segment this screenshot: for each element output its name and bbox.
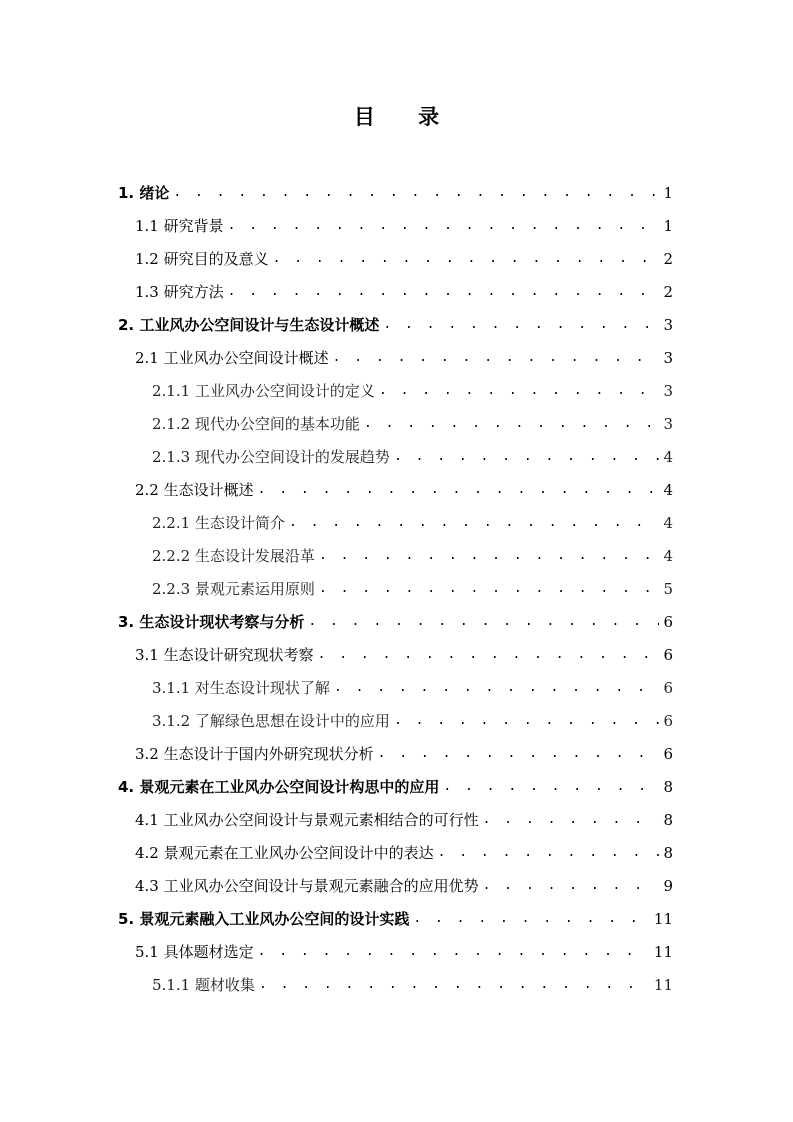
toc-entry[interactable] [152,374,673,407]
dot-leader [394,449,659,464]
toc-entry-label: 2.2.3 景观元素运用原则 [152,580,315,598]
toc-entry[interactable] [135,869,673,902]
toc-entry-label: 2.1.3 现代办公空间设计的发展趋势 [152,448,390,466]
toc-entry[interactable] [135,836,673,869]
toc-entry-label: 3.1.1 对生态设计现状了解 [152,679,330,697]
toc-entry[interactable] [118,902,673,935]
dot-leader [378,746,659,761]
dot-leader [383,317,659,332]
toc-entry-page-number: 6 [663,678,673,697]
toc-entry-page-number: 2 [663,282,673,301]
toc-entry-label: 1. 绪论 [118,184,170,202]
toc-entry-label: 5.1 具体题材选定 [135,943,254,961]
dot-leader [228,218,659,233]
dot-leader [289,515,659,530]
toc-entry-label: 3.1.2 了解绿色思想在设计中的应用 [152,712,390,730]
toc-entry[interactable] [152,671,673,704]
toc-entry[interactable] [135,935,673,968]
toc-entry[interactable] [135,737,673,770]
toc-entry-page-number: 11 [653,909,673,928]
toc-entry-page-number: 3 [663,348,673,367]
toc-entry[interactable] [152,407,673,440]
toc-entry-page-number: 3 [663,414,673,433]
toc-entry-label: 2. 工业风办公空间设计与生态设计概述 [118,316,380,334]
dot-leader [319,548,659,563]
dot-leader [319,581,659,596]
toc-entry-label: 2.2.2 生态设计发展沿革 [152,547,315,565]
toc-entry[interactable] [135,242,673,275]
toc-entry-label: 3. 生态设计现状考察与分析 [118,613,305,631]
toc-entry-label: 5.1.1 题材收集 [152,976,255,994]
toc-entry[interactable] [135,803,673,836]
toc-entry-label: 2.1.2 现代办公空间的基本功能 [152,415,360,433]
toc-entry-label: 1.3 研究方法 [135,283,224,301]
dot-leader [318,647,659,662]
toc-entry[interactable] [135,341,673,374]
toc-entry[interactable] [118,308,673,341]
dot-leader [334,680,659,695]
dot-leader [379,383,659,398]
toc-entry-label: 2.2 生态设计概述 [135,481,254,499]
toc-entry-page-number: 4 [663,480,673,499]
toc-entry-page-number: 4 [663,447,673,466]
toc-entry-label: 4.3 工业风办公空间设计与景观元素融合的应用优势 [135,877,479,895]
toc-entry-page-number: 11 [653,942,673,961]
toc-entry-page-number: 2 [663,249,673,268]
toc-entry-label: 1.2 研究目的及意义 [135,250,269,268]
toc-entry-label: 5. 景观元素融入工业风办公空间的设计实践 [118,910,410,928]
toc-entry[interactable] [152,968,673,1001]
toc-entry-page-number: 6 [663,711,673,730]
toc-entry-page-number: 1 [663,216,673,235]
toc-entry[interactable] [152,506,673,539]
toc-entry[interactable] [135,209,673,242]
toc-entry[interactable] [118,605,673,638]
dot-leader [259,977,650,992]
toc-entry[interactable] [118,176,673,209]
toc-entry-page-number: 9 [663,876,673,895]
toc-entry-page-number: 1 [663,183,673,202]
toc-entry[interactable] [135,638,673,671]
dot-leader [394,713,659,728]
toc-entry-page-number: 3 [663,381,673,400]
dot-leader [443,779,659,794]
toc-entry[interactable] [152,572,673,605]
toc-entry-label: 3.1 生态设计研究现状考察 [135,646,314,664]
dot-leader [364,416,659,431]
dot-leader [258,944,650,959]
toc-entry-page-number: 4 [663,546,673,565]
toc-entry-label: 3.2 生态设计于国内外研究现状分析 [135,745,374,763]
toc-entry-page-number: 8 [663,810,673,829]
toc-entry-page-number: 3 [663,315,673,334]
toc-entry-label: 2.2.1 生态设计简介 [152,514,285,532]
dot-leader [483,878,659,893]
toc-entry-label: 2.1.1 工业风办公空间设计的定义 [152,382,375,400]
dot-leader [438,845,659,860]
dot-leader [333,350,659,365]
toc-title: 目 录 [353,105,458,129]
dot-leader [173,185,659,200]
toc-entry[interactable] [118,770,673,803]
toc-entry[interactable] [135,473,673,506]
dot-leader [228,284,659,299]
dot-leader [483,812,659,827]
toc-entry-page-number: 8 [663,843,673,862]
toc-entry[interactable] [152,539,673,572]
dot-leader [258,482,659,497]
toc-entry[interactable] [152,704,673,737]
toc-entry-page-number: 6 [663,645,673,664]
toc-entry-label: 4. 景观元素在工业风办公空间设计构思中的应用 [118,778,440,796]
toc-entry-label: 4.1 工业风办公空间设计与景观元素相结合的可行性 [135,811,479,829]
toc-entry-page-number: 5 [663,579,673,598]
toc-entry-page-number: 8 [663,777,673,796]
toc-entry-page-number: 6 [663,744,673,763]
toc-entry-page-number: 11 [653,975,673,994]
toc-entry[interactable] [135,275,673,308]
dot-leader [308,614,659,629]
dot-leader [273,251,659,266]
dot-leader [413,911,650,926]
toc-entry-label: 4.2 景观元素在工业风办公空间设计中的表达 [135,844,434,862]
toc-entry-label: 2.1 工业风办公空间设计概述 [135,349,329,367]
toc-entry-page-number: 6 [663,612,673,631]
toc-entry-label: 1.1 研究背景 [135,217,224,235]
toc-entry-page-number: 4 [663,513,673,532]
toc-entry[interactable] [152,440,673,473]
